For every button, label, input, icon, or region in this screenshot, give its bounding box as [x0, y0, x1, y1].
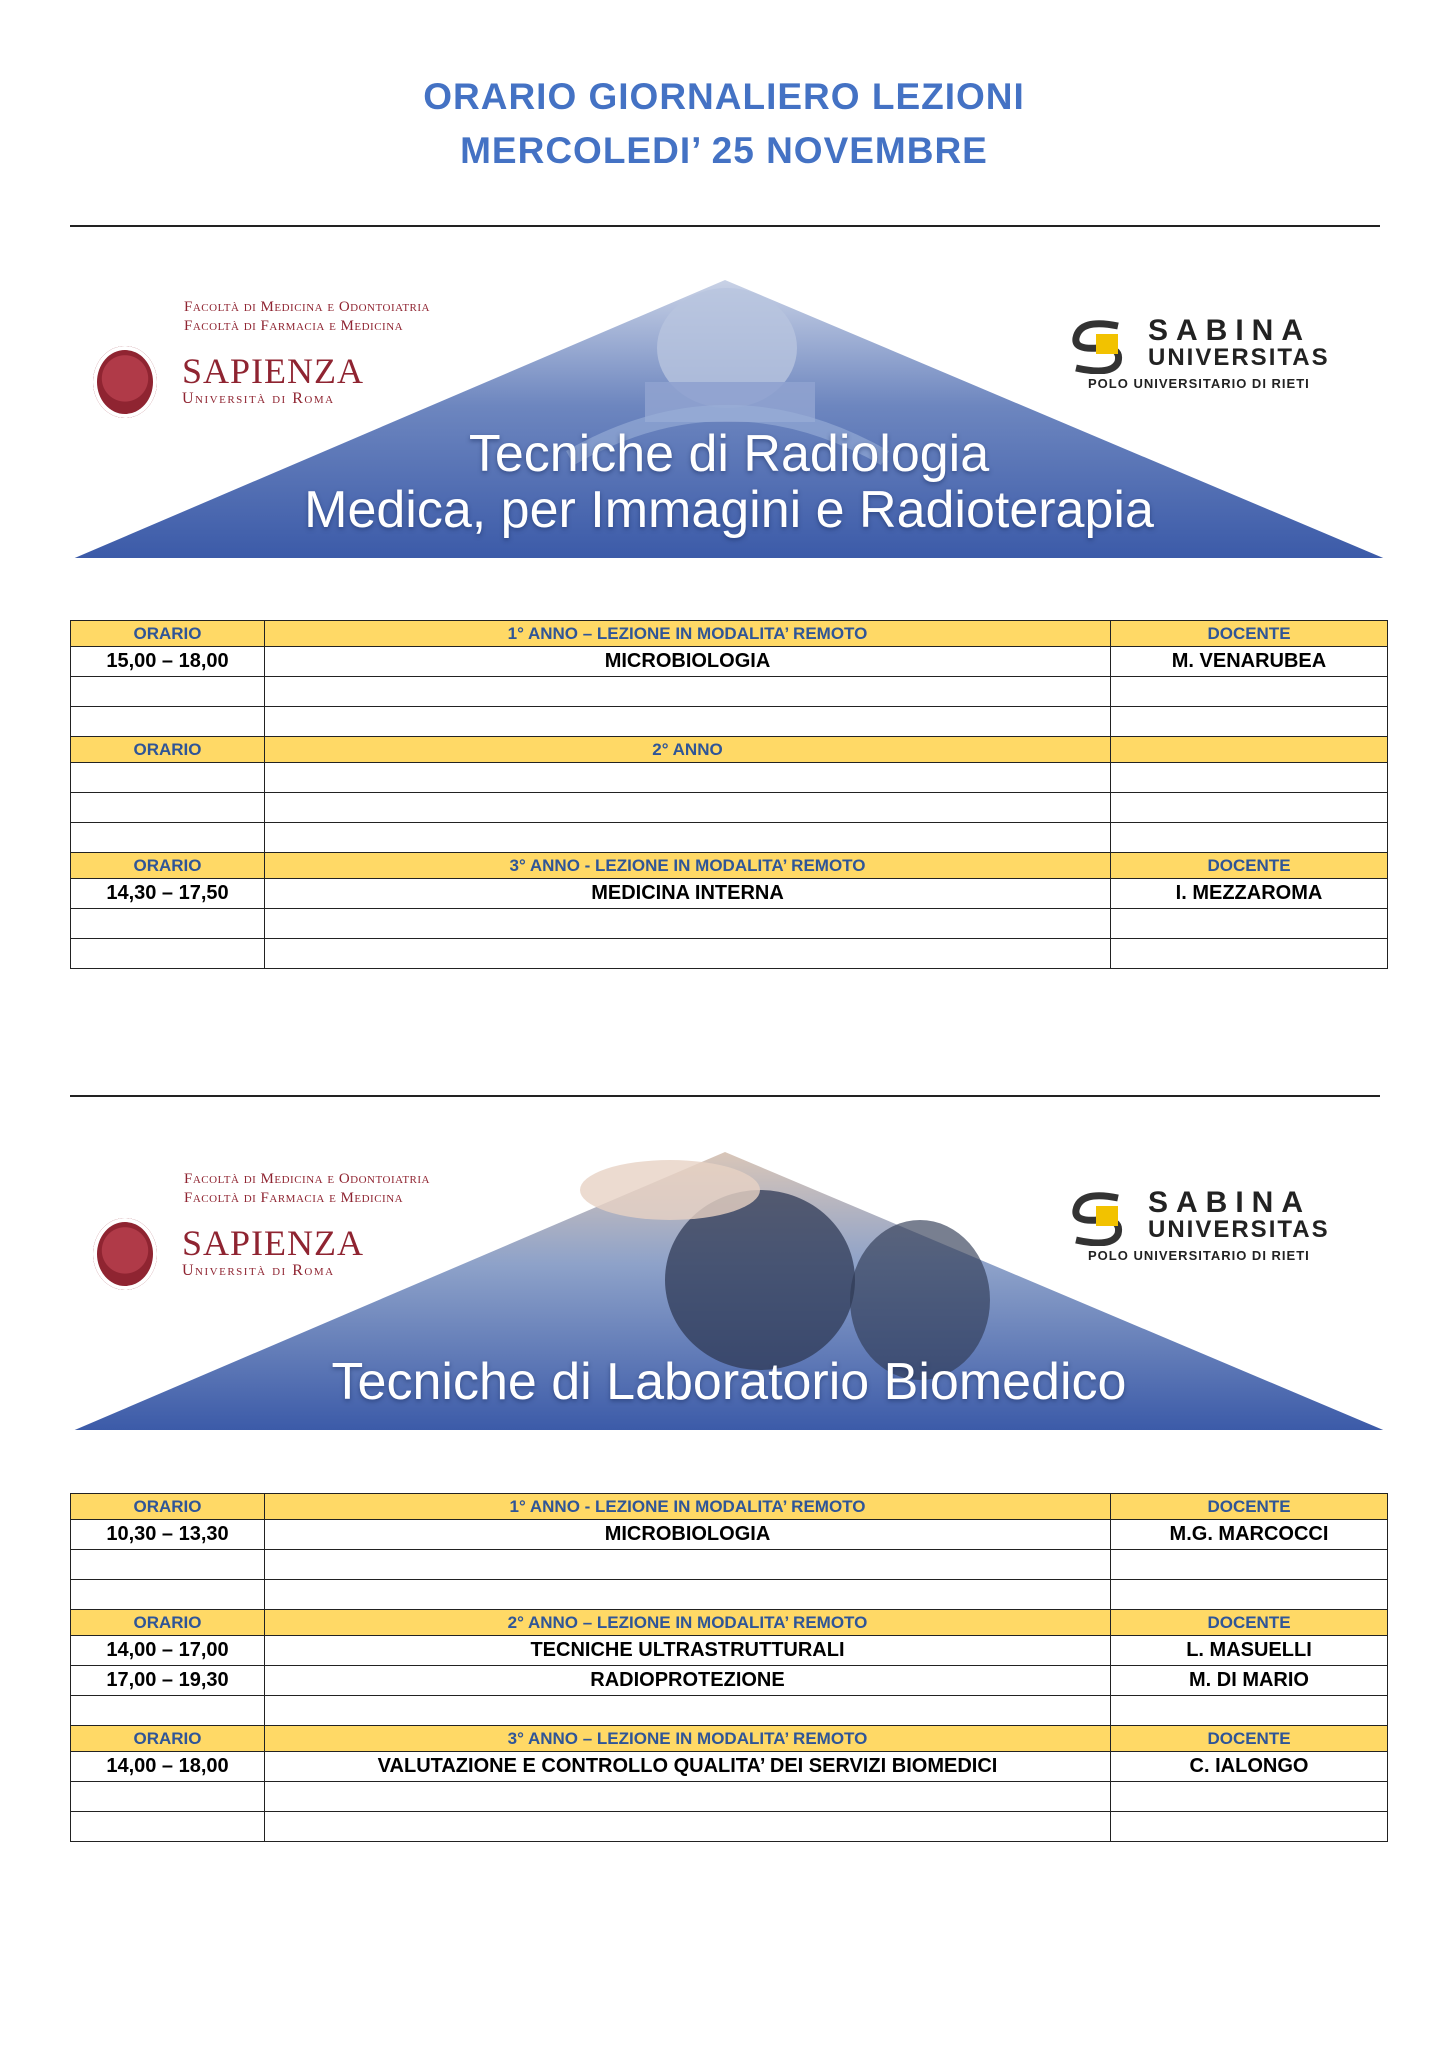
table-row [71, 939, 1388, 969]
sabina-polo: POLO UNIVERSITARIO DI RIETI [1088, 376, 1310, 391]
sabina-book-icon [1068, 318, 1128, 374]
subject-cell [265, 1550, 1111, 1580]
header-cell-teacher: DOCENTE [1111, 1494, 1388, 1520]
header-cell-year: 1° ANNO – LEZIONE IN MODALITA’ REMOTO [265, 621, 1111, 647]
sabina-univ: UNIVERSITAS [1148, 1216, 1330, 1243]
subject-cell: TECNICHE ULTRASTRUTTURALI [265, 1636, 1111, 1666]
time-cell [71, 1812, 265, 1842]
teacher-cell: C. IALONGO [1111, 1752, 1388, 1782]
teacher-cell: I. MEZZAROMA [1111, 879, 1388, 909]
time-cell: 14,00 – 18,00 [71, 1752, 265, 1782]
faculty-line2: Facoltà di Farmacia e Medicina [184, 1190, 404, 1206]
schedule-table-radiologia [70, 620, 1388, 969]
subject-cell [265, 793, 1111, 823]
header-cell-time: ORARIO [71, 621, 265, 647]
subject-cell [265, 1696, 1111, 1726]
time-cell [71, 763, 265, 793]
subject-cell [265, 1782, 1111, 1812]
sapienza-logo [182, 1224, 364, 1280]
subject-cell: RADIOPROTEZIONE [265, 1666, 1111, 1696]
table-row [71, 1782, 1388, 1812]
header-cell-teacher: DOCENTE [1111, 853, 1388, 879]
header-cell-year: 3° ANNO – LEZIONE IN MODALITA’ REMOTO [265, 1726, 1111, 1752]
subject-cell [265, 909, 1111, 939]
teacher-cell [1111, 1696, 1388, 1726]
faculty-line2: Facoltà di Farmacia e Medicina [184, 318, 404, 334]
header-cell-time: ORARIO [71, 1610, 265, 1636]
table-row [71, 1666, 1388, 1696]
table-row [71, 1520, 1388, 1550]
table-row [71, 1752, 1388, 1782]
banner-title-line1: Tecniche di Radiologia [468, 425, 990, 483]
table-row [71, 677, 1388, 707]
header-cell-time: ORARIO [71, 737, 265, 763]
header-cell-year: 2° ANNO [265, 737, 1111, 763]
year-header-row [71, 621, 1388, 647]
table-row [71, 879, 1388, 909]
schedule-table-laboratorio [70, 1493, 1388, 1842]
faculty-line1: Facoltà di Medicina e Odontoiatria [184, 1171, 430, 1187]
header-cell-teacher: DOCENTE [1111, 1610, 1388, 1636]
page-title-line1: ORARIO GIORNALIERO LEZIONI [423, 76, 1025, 117]
sabina-book-icon [1068, 1190, 1128, 1246]
time-cell [71, 1580, 265, 1610]
teacher-cell: M. VENARUBEA [1111, 647, 1388, 677]
year-header-row [71, 1726, 1388, 1752]
sabina-univ: UNIVERSITAS [1148, 344, 1330, 371]
banner-title-line1: Tecniche di Laboratorio Biomedico [331, 1353, 1127, 1411]
header-cell-time: ORARIO [71, 1494, 265, 1520]
subject-cell [265, 1580, 1111, 1610]
time-cell [71, 823, 265, 853]
time-cell [71, 677, 265, 707]
year-header-row [71, 737, 1388, 763]
table-row [71, 793, 1388, 823]
year-header-row [71, 1610, 1388, 1636]
banner-laboratorio [70, 1150, 1388, 1430]
subject-cell [265, 1812, 1111, 1842]
table-row [71, 763, 1388, 793]
sabina-universitas-logo [1068, 1186, 1368, 1263]
subject-cell [265, 763, 1111, 793]
teacher-cell [1111, 677, 1388, 707]
header-cell-teacher: DOCENTE [1111, 1726, 1388, 1752]
sapienza-seal-icon [93, 1218, 157, 1290]
time-cell [71, 1550, 265, 1580]
teacher-cell: M.G. MARCOCCI [1111, 1520, 1388, 1550]
time-cell [71, 909, 265, 939]
header-cell-time: ORARIO [71, 1726, 265, 1752]
table-row [71, 1550, 1388, 1580]
header-cell-year: 1° ANNO - LEZIONE IN MODALITA’ REMOTO [265, 1494, 1111, 1520]
year-header-row [71, 1494, 1388, 1520]
sabina-universitas-logo [1068, 314, 1368, 391]
time-cell [71, 793, 265, 823]
table-row [71, 1812, 1388, 1842]
teacher-cell [1111, 793, 1388, 823]
time-cell: 15,00 – 18,00 [71, 647, 265, 677]
teacher-cell [1111, 939, 1388, 969]
separator-line-top [70, 225, 1380, 227]
time-cell: 14,00 – 17,00 [71, 1636, 265, 1666]
table-row [71, 1636, 1388, 1666]
teacher-cell [1111, 823, 1388, 853]
time-cell: 17,00 – 19,30 [71, 1666, 265, 1696]
subject-cell: MICROBIOLOGIA [265, 1520, 1111, 1550]
subject-cell: MEDICINA INTERNA [265, 879, 1111, 909]
time-cell: 10,30 – 13,30 [71, 1520, 265, 1550]
sapienza-sub: Università di Roma [182, 1262, 335, 1279]
teacher-cell: M. DI MARIO [1111, 1666, 1388, 1696]
teacher-cell [1111, 909, 1388, 939]
header-cell-teacher: DOCENTE [1111, 621, 1388, 647]
subject-cell: MICROBIOLOGIA [265, 647, 1111, 677]
subject-cell [265, 677, 1111, 707]
time-cell [71, 939, 265, 969]
teacher-cell [1111, 1782, 1388, 1812]
page-title-line2: MERCOLEDI’ 25 NOVEMBRE [460, 130, 988, 171]
teacher-cell [1111, 763, 1388, 793]
table-row [71, 647, 1388, 677]
sapienza-seal-icon [93, 346, 157, 418]
time-cell [71, 1782, 265, 1812]
table-row [71, 1696, 1388, 1726]
time-cell [71, 707, 265, 737]
time-cell: 14,30 – 17,50 [71, 879, 265, 909]
sapienza-name: SAPIENZA [182, 351, 365, 391]
teacher-cell [1111, 1812, 1388, 1842]
banner-title-line2: Medica, per Immagini e Radioterapia [304, 481, 1154, 539]
table-row [71, 707, 1388, 737]
subject-cell [265, 707, 1111, 737]
subject-cell [265, 823, 1111, 853]
banner-radiologia [70, 278, 1388, 558]
faculty-line1: Facoltà di Medicina e Odontoiatria [184, 299, 430, 315]
header-cell-year: 3° ANNO - LEZIONE IN MODALITA’ REMOTO [265, 853, 1111, 879]
sapienza-logo [182, 352, 364, 408]
separator-line-middle [70, 1095, 1380, 1097]
sapienza-name: SAPIENZA [182, 1223, 365, 1263]
teacher-cell [1111, 1550, 1388, 1580]
table-row [71, 1580, 1388, 1610]
header-cell-time: ORARIO [71, 853, 265, 879]
subject-cell [265, 939, 1111, 969]
teacher-cell: L. MASUELLI [1111, 1636, 1388, 1666]
time-cell [71, 1696, 265, 1726]
sapienza-sub: Università di Roma [182, 390, 335, 407]
sabina-word: SABINA [1148, 1186, 1312, 1219]
sabina-polo: POLO UNIVERSITARIO DI RIETI [1088, 1248, 1310, 1263]
teacher-cell [1111, 707, 1388, 737]
table-row [71, 909, 1388, 939]
subject-cell: VALUTAZIONE E CONTROLLO QUALITA’ DEI SERVIZI BIOMEDICI [265, 1752, 1111, 1782]
teacher-cell [1111, 1580, 1388, 1610]
sabina-word: SABINA [1148, 314, 1312, 347]
header-cell-year: 2° ANNO – LEZIONE IN MODALITA’ REMOTO [265, 1610, 1111, 1636]
header-cell-teacher [1111, 737, 1388, 763]
table-row [71, 823, 1388, 853]
year-header-row [71, 853, 1388, 879]
